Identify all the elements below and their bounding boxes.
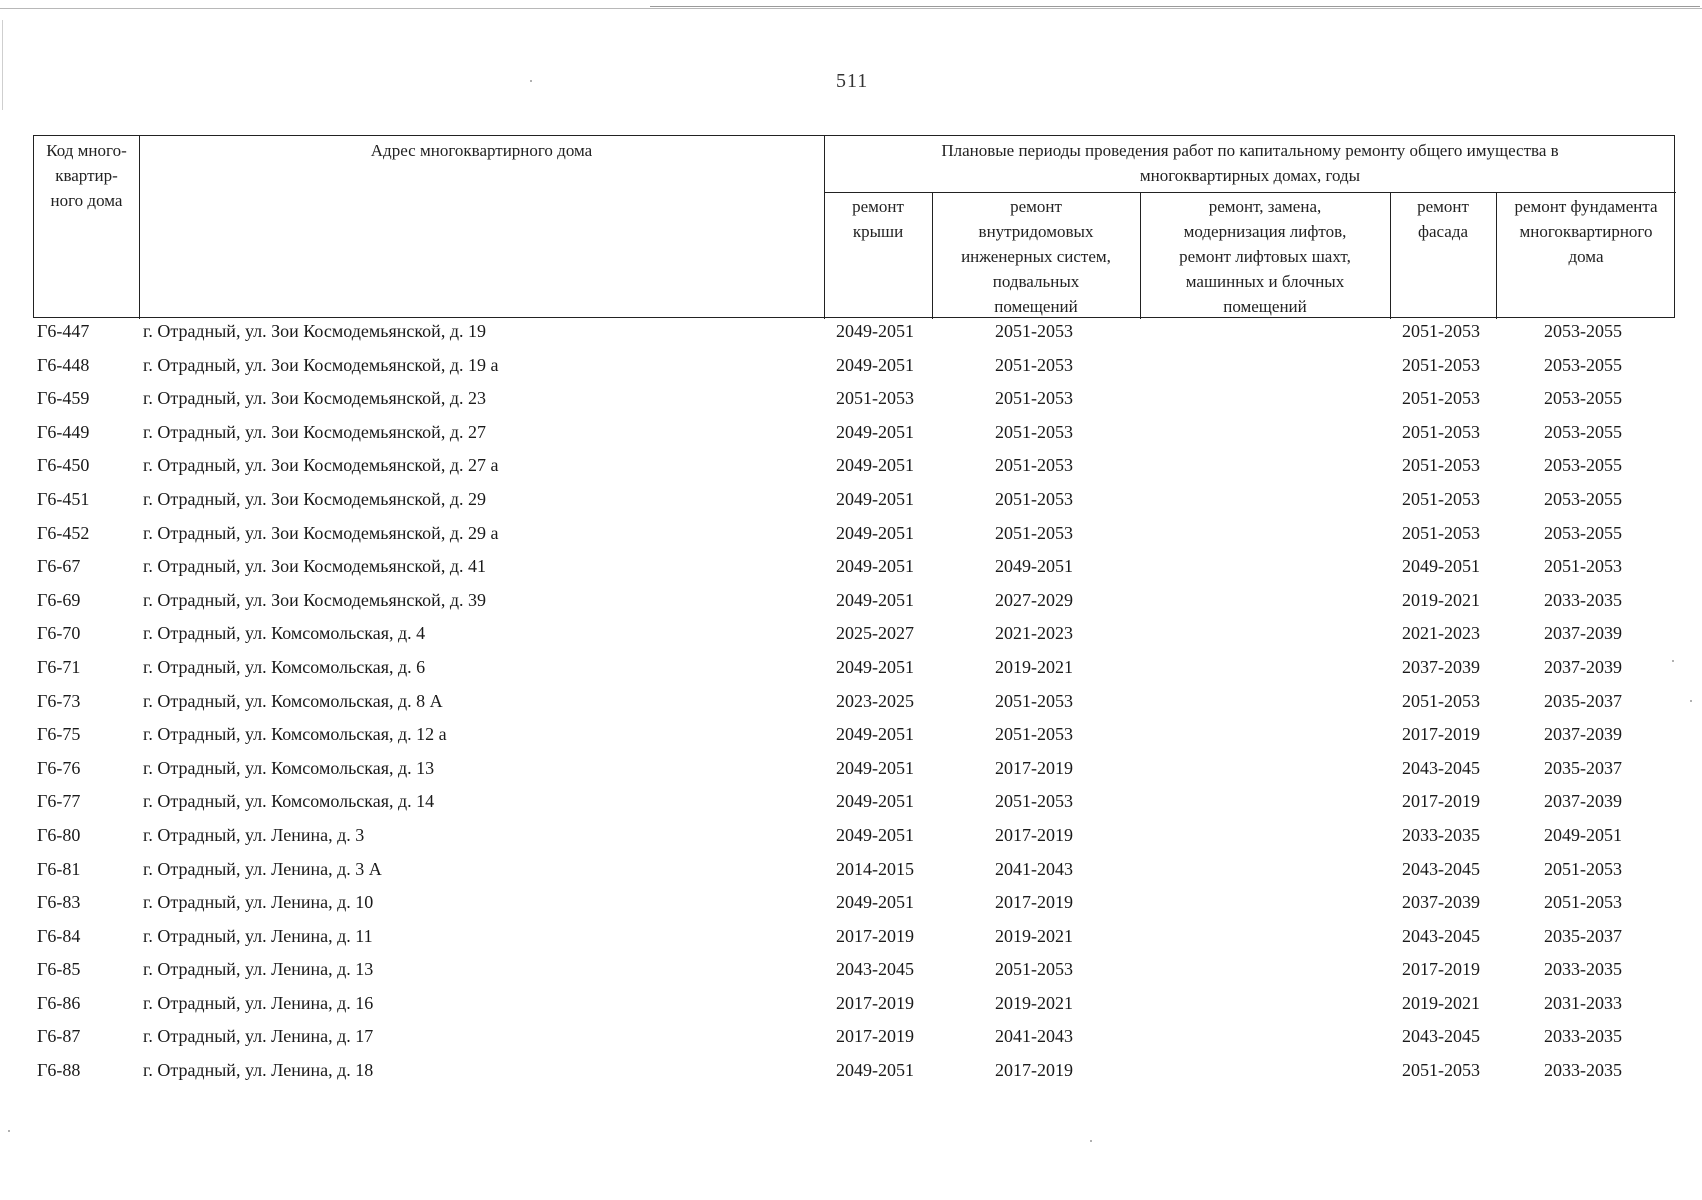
row-facade-period: 2051-2053 xyxy=(1402,1060,1480,1081)
row-address: г. Отрадный, ул. Ленина, д. 10 xyxy=(143,892,374,913)
row-address: г. Отрадный, ул. Зои Космодемьянской, д. 23 xyxy=(143,388,486,409)
row-facade-period: 2021-2023 xyxy=(1402,623,1480,644)
row-foundation-period: 2053-2055 xyxy=(1544,321,1622,341)
row-address: г. Отрадный, ул. Зои Космодемьянской, д. 29 а xyxy=(143,522,499,543)
row-foundation-period: 2035-2037 xyxy=(1544,690,1622,711)
row-foundation-period: 2035-2037 xyxy=(1544,757,1622,778)
row-code: Г6-69 xyxy=(37,589,81,610)
row-roof-period: 2049-2051 xyxy=(836,656,914,677)
row-address: г. Отрадный, ул. Ленина, д. 3 xyxy=(143,824,365,845)
table-row xyxy=(0,419,1702,453)
header-lifts-line: машинных и блочных xyxy=(1185,272,1345,291)
row-systems-period: 2019-2021 xyxy=(995,992,1073,1013)
row-address: г. Отрадный, ул. Ленина, д. 16 xyxy=(143,992,374,1013)
row-roof-period: 2017-2019 xyxy=(836,1026,914,1047)
header-facade xyxy=(1390,194,1496,244)
row-address: г. Отрадный, ул. Ленина, д. 13 xyxy=(143,959,374,980)
row-foundation-period: 2049-2051 xyxy=(1544,824,1622,845)
row-facade-period: 2037-2039 xyxy=(1402,892,1480,913)
row-address: г. Отрадный, ул. Зои Космодемьянской, д. 29 xyxy=(143,488,486,509)
row-roof-period: 2049-2051 xyxy=(836,892,914,913)
header-systems-line: инженерных систем, xyxy=(961,247,1111,266)
scan-edge-line xyxy=(650,6,1700,7)
row-systems-period: 2051-2053 xyxy=(995,388,1073,409)
row-roof-period: 2017-2019 xyxy=(836,925,914,946)
table-row xyxy=(0,923,1702,957)
row-code: Г6-67 xyxy=(37,556,81,577)
row-code: Г6-81 xyxy=(37,858,81,879)
row-foundation-period: 2031-2033 xyxy=(1544,992,1622,1013)
row-foundation-period: 2053-2055 xyxy=(1544,488,1622,509)
scan-speck xyxy=(530,80,532,82)
header-facade-line: ремонт xyxy=(1417,197,1469,216)
table-row xyxy=(0,990,1702,1024)
header-foundation-line: ремонт фундамента xyxy=(1514,197,1658,216)
header-systems-line: ремонт xyxy=(1010,197,1062,216)
row-address: г. Отрадный, ул. Ленина, д. 18 xyxy=(143,1060,374,1081)
row-address: г. Отрадный, ул. Зои Космодемьянской, д. 27 а xyxy=(143,455,499,476)
row-facade-period: 2019-2021 xyxy=(1402,992,1480,1013)
header-periods-group xyxy=(824,138,1676,188)
row-facade-period: 2043-2045 xyxy=(1402,757,1480,778)
row-roof-period: 2051-2053 xyxy=(836,388,914,409)
row-facade-period: 2051-2053 xyxy=(1402,354,1480,375)
row-foundation-period: 2051-2053 xyxy=(1544,556,1622,577)
row-code: Г6-451 xyxy=(37,488,90,509)
row-roof-period: 2043-2045 xyxy=(836,959,914,980)
row-address: г. Отрадный, ул. Комсомольская, д. 6 xyxy=(143,656,426,677)
row-foundation-period: 2035-2037 xyxy=(1544,925,1622,946)
row-code: Г6-85 xyxy=(37,959,81,980)
row-address: г. Отрадный, ул. Зои Космодемьянской, д. 27 xyxy=(143,421,486,442)
row-systems-period: 2017-2019 xyxy=(995,1060,1073,1081)
row-facade-period: 2051-2053 xyxy=(1402,321,1480,341)
row-roof-period: 2049-2051 xyxy=(836,724,914,745)
header-lifts-line: помещений xyxy=(1223,297,1307,316)
row-systems-period: 2051-2053 xyxy=(995,690,1073,711)
row-roof-period: 2049-2051 xyxy=(836,791,914,812)
table-row xyxy=(0,385,1702,419)
header-systems-line: помещений xyxy=(994,297,1078,316)
table-body xyxy=(0,318,1702,1091)
header-lifts-line: модернизация лифтов, xyxy=(1183,222,1347,241)
header-address: Адрес многоквартирного дома xyxy=(370,141,593,160)
row-roof-period: 2049-2051 xyxy=(836,421,914,442)
scan-speck xyxy=(1672,660,1674,662)
table-row xyxy=(0,318,1702,352)
row-address: г. Отрадный, ул. Комсомольская, д. 13 xyxy=(143,757,435,778)
header-roof-line: ремонт xyxy=(852,197,904,216)
row-foundation-period: 2051-2053 xyxy=(1544,858,1622,879)
row-address: г. Отрадный, ул. Комсомольская, д. 14 xyxy=(143,791,435,812)
row-address: г. Отрадный, ул. Комсомольская, д. 4 xyxy=(143,623,426,644)
scan-speck xyxy=(1090,1140,1092,1142)
column-divider xyxy=(139,136,140,319)
row-foundation-period: 2033-2035 xyxy=(1544,589,1622,610)
row-systems-period: 2051-2053 xyxy=(995,321,1073,341)
header-roof-line: крыши xyxy=(852,222,904,241)
table-row xyxy=(0,452,1702,486)
header-group-line: Плановые периоды проведения работ по капитальному ремонту общего имущества в xyxy=(941,141,1559,160)
header-lifts-line: ремонт, замена, xyxy=(1208,197,1322,216)
row-roof-period: 2023-2025 xyxy=(836,690,914,711)
row-systems-period: 2051-2053 xyxy=(995,421,1073,442)
row-systems-period: 2041-2043 xyxy=(995,1026,1073,1047)
page-number: 511 xyxy=(836,70,869,92)
row-roof-period: 2049-2051 xyxy=(836,757,914,778)
header-lifts xyxy=(1140,194,1390,319)
row-roof-period: 2049-2051 xyxy=(836,488,914,509)
row-systems-period: 2049-2051 xyxy=(995,556,1073,577)
row-code: Г6-86 xyxy=(37,992,81,1013)
table-row xyxy=(0,889,1702,923)
row-roof-period: 2017-2019 xyxy=(836,992,914,1013)
table-row xyxy=(0,1057,1702,1091)
row-roof-period: 2049-2051 xyxy=(836,321,914,341)
row-roof-period: 2049-2051 xyxy=(836,354,914,375)
row-code: Г6-449 xyxy=(37,421,90,442)
row-systems-period: 2051-2053 xyxy=(995,522,1073,543)
row-facade-period: 2037-2039 xyxy=(1402,656,1480,677)
table-row xyxy=(0,654,1702,688)
row-facade-period: 2019-2021 xyxy=(1402,589,1480,610)
row-code: Г6-459 xyxy=(37,388,90,409)
row-roof-period: 2049-2051 xyxy=(836,556,914,577)
row-systems-period: 2017-2019 xyxy=(995,892,1073,913)
table-row xyxy=(0,520,1702,554)
table-row xyxy=(0,688,1702,722)
row-systems-period: 2051-2053 xyxy=(995,354,1073,375)
row-address: г. Отрадный, ул. Ленина, д. 17 xyxy=(143,1026,374,1047)
row-systems-period: 2027-2029 xyxy=(995,589,1073,610)
row-code: Г6-70 xyxy=(37,623,81,644)
row-foundation-period: 2053-2055 xyxy=(1544,455,1622,476)
row-facade-period: 2017-2019 xyxy=(1402,791,1480,812)
row-code: Г6-452 xyxy=(37,522,90,543)
row-systems-period: 2021-2023 xyxy=(995,623,1073,644)
table-row xyxy=(0,822,1702,856)
row-roof-period: 2049-2051 xyxy=(836,589,914,610)
row-code: Г6-87 xyxy=(37,1026,81,1047)
row-roof-period: 2049-2051 xyxy=(836,455,914,476)
row-code: Г6-77 xyxy=(37,791,81,812)
row-address: г. Отрадный, ул. Комсомольская, д. 8 А xyxy=(143,690,443,711)
table-row xyxy=(0,956,1702,990)
row-divider xyxy=(824,192,1676,193)
row-facade-period: 2051-2053 xyxy=(1402,690,1480,711)
row-foundation-period: 2053-2055 xyxy=(1544,354,1622,375)
header-systems-line: внутридомовых xyxy=(978,222,1094,241)
header-lifts-line: ремонт лифтовых шахт, xyxy=(1179,247,1351,266)
row-facade-period: 2051-2053 xyxy=(1402,455,1480,476)
table-row xyxy=(0,587,1702,621)
row-address: г. Отрадный, ул. Ленина, д. 11 xyxy=(143,925,373,946)
row-facade-period: 2043-2045 xyxy=(1402,858,1480,879)
scan-speck xyxy=(8,1130,10,1132)
row-facade-period: 2043-2045 xyxy=(1402,1026,1480,1047)
row-code: Г6-88 xyxy=(37,1060,81,1081)
row-foundation-period: 2051-2053 xyxy=(1544,892,1622,913)
row-roof-period: 2049-2051 xyxy=(836,522,914,543)
row-address: г. Отрадный, ул. Ленина, д. 3 А xyxy=(143,858,382,879)
scan-speck xyxy=(1690,700,1692,702)
table-row xyxy=(0,553,1702,587)
table-row xyxy=(0,755,1702,789)
row-code: Г6-448 xyxy=(37,354,90,375)
row-facade-period: 2043-2045 xyxy=(1402,925,1480,946)
row-foundation-period: 2033-2035 xyxy=(1544,959,1622,980)
row-code: Г6-447 xyxy=(37,321,90,341)
header-code-line: квартир- xyxy=(55,166,118,185)
row-address: г. Отрадный, ул. Зои Космодемьянской, д. 41 xyxy=(143,556,486,577)
table-header xyxy=(33,135,1675,318)
row-foundation-period: 2037-2039 xyxy=(1544,623,1622,644)
header-foundation-line: многоквартирного xyxy=(1519,222,1653,241)
row-roof-period: 2049-2051 xyxy=(836,1060,914,1081)
row-address: г. Отрадный, ул. Зои Космодемьянской, д. 19 xyxy=(143,321,486,341)
table-row xyxy=(0,620,1702,654)
row-facade-period: 2017-2019 xyxy=(1402,959,1480,980)
row-address: г. Отрадный, ул. Зои Космодемьянской, д. 39 xyxy=(143,589,486,610)
table-row xyxy=(0,352,1702,386)
row-systems-period: 2041-2043 xyxy=(995,858,1073,879)
row-roof-period: 2014-2015 xyxy=(836,858,914,879)
row-code: Г6-71 xyxy=(37,656,81,677)
row-code: Г6-76 xyxy=(37,757,81,778)
row-systems-period: 2051-2053 xyxy=(995,791,1073,812)
row-roof-period: 2049-2051 xyxy=(836,824,914,845)
row-foundation-period: 2033-2035 xyxy=(1544,1060,1622,1081)
row-facade-period: 2051-2053 xyxy=(1402,488,1480,509)
row-foundation-period: 2037-2039 xyxy=(1544,791,1622,812)
scan-edge-mark xyxy=(2,20,3,110)
row-systems-period: 2051-2053 xyxy=(995,455,1073,476)
row-code: Г6-83 xyxy=(37,892,81,913)
header-systems-line: подвальных xyxy=(992,272,1080,291)
header-code-line: ного дома xyxy=(50,191,123,210)
row-code: Г6-80 xyxy=(37,824,81,845)
row-foundation-period: 2037-2039 xyxy=(1544,724,1622,745)
row-systems-period: 2051-2053 xyxy=(995,724,1073,745)
row-facade-period: 2017-2019 xyxy=(1402,724,1480,745)
row-systems-period: 2017-2019 xyxy=(995,824,1073,845)
row-systems-period: 2017-2019 xyxy=(995,757,1073,778)
row-systems-period: 2019-2021 xyxy=(995,925,1073,946)
table-row xyxy=(0,788,1702,822)
header-code-line: Код много- xyxy=(46,141,127,160)
header-systems xyxy=(932,194,1140,319)
header-facade-line: фасада xyxy=(1417,222,1469,241)
row-code: Г6-73 xyxy=(37,690,81,711)
row-address: г. Отрадный, ул. Зои Космодемьянской, д. 19 а xyxy=(143,354,499,375)
row-foundation-period: 2053-2055 xyxy=(1544,522,1622,543)
row-foundation-period: 2053-2055 xyxy=(1544,421,1622,442)
row-facade-period: 2033-2035 xyxy=(1402,824,1480,845)
header-roof xyxy=(824,194,932,244)
row-code: Г6-450 xyxy=(37,455,90,476)
row-foundation-period: 2053-2055 xyxy=(1544,388,1622,409)
table-row xyxy=(0,486,1702,520)
row-address: г. Отрадный, ул. Комсомольская, д. 12 а xyxy=(143,724,447,745)
table-row xyxy=(0,856,1702,890)
row-systems-period: 2051-2053 xyxy=(995,488,1073,509)
row-roof-period: 2025-2027 xyxy=(836,623,914,644)
header-foundation xyxy=(1496,194,1676,269)
row-facade-period: 2051-2053 xyxy=(1402,388,1480,409)
row-systems-period: 2019-2021 xyxy=(995,656,1073,677)
row-systems-period: 2051-2053 xyxy=(995,959,1073,980)
table-row xyxy=(0,1023,1702,1057)
header-code xyxy=(34,138,139,213)
row-code: Г6-84 xyxy=(37,925,81,946)
table-row xyxy=(0,721,1702,755)
scan-edge-line xyxy=(0,8,1702,9)
row-foundation-period: 2037-2039 xyxy=(1544,656,1622,677)
row-facade-period: 2051-2053 xyxy=(1402,522,1480,543)
row-facade-period: 2049-2051 xyxy=(1402,556,1480,577)
row-foundation-period: 2033-2035 xyxy=(1544,1026,1622,1047)
header-foundation-line: дома xyxy=(1568,247,1604,266)
row-facade-period: 2051-2053 xyxy=(1402,421,1480,442)
row-code: Г6-75 xyxy=(37,724,81,745)
header-group-line: многоквартирных домах, годы xyxy=(1139,166,1361,185)
